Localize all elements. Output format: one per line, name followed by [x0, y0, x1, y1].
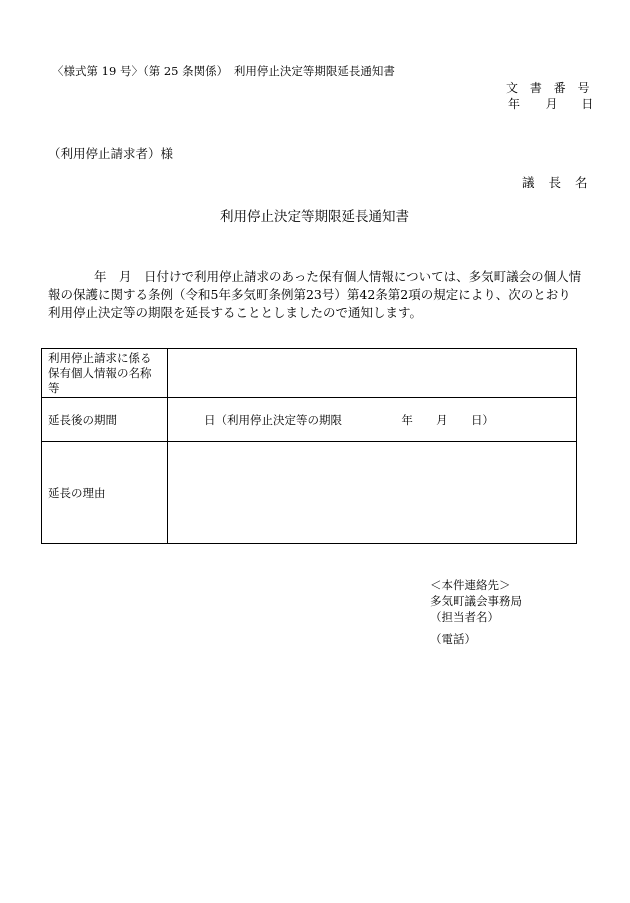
chairperson-name: 議 長 名	[522, 175, 593, 190]
table-row	[42, 442, 577, 544]
period-month: 月	[436, 412, 448, 427]
body-text: 年 月 日付けで利用停止請求のあった保有個人情報については、多気町議会の個人情報の保護に関する条例（令和5年多気町条例第23号）第42条第2項の規定により、次のとおり利用停止決定等の期限を延長することとしましたので通知します。	[48, 269, 582, 320]
table-row	[42, 398, 577, 442]
period-days: 日（利用停止決定等の期限	[204, 412, 342, 427]
body-paragraph	[48, 268, 583, 322]
row-value-extended-period	[168, 398, 577, 442]
period-day: 日）	[470, 412, 494, 427]
row-label-reason: 延長の理由	[42, 442, 168, 544]
contact-heading: ＜本件連絡先＞	[430, 578, 511, 592]
issue-date	[508, 98, 593, 110]
table-row	[42, 349, 577, 398]
form-number: 〈様式第 19 号〉（第 25 条関係） 利用停止決定等期限延長通知書	[52, 64, 395, 78]
contact-block	[430, 577, 522, 647]
row-value-info-name	[168, 349, 577, 398]
row-label-info-name: 利用停止請求に係る保有個人情報の名称等	[42, 349, 168, 398]
date-day: 日	[581, 97, 594, 111]
contact-phone: （電話）	[430, 632, 476, 646]
document-number-label: 文 書 番 号	[506, 81, 594, 95]
period-year: 年	[401, 412, 413, 427]
date-year: 年	[508, 97, 521, 111]
extension-table	[41, 348, 577, 544]
document-title: 利用停止決定等期限延長通知書	[220, 209, 409, 225]
addressee: （利用停止請求者）様	[48, 146, 174, 161]
row-label-extended-period: 延長後の期間	[42, 398, 168, 442]
row-value-reason	[168, 442, 577, 544]
contact-person: （担当者名）	[430, 610, 499, 624]
date-month: 月	[545, 97, 558, 111]
contact-office: 多気町議会事務局	[430, 594, 522, 608]
